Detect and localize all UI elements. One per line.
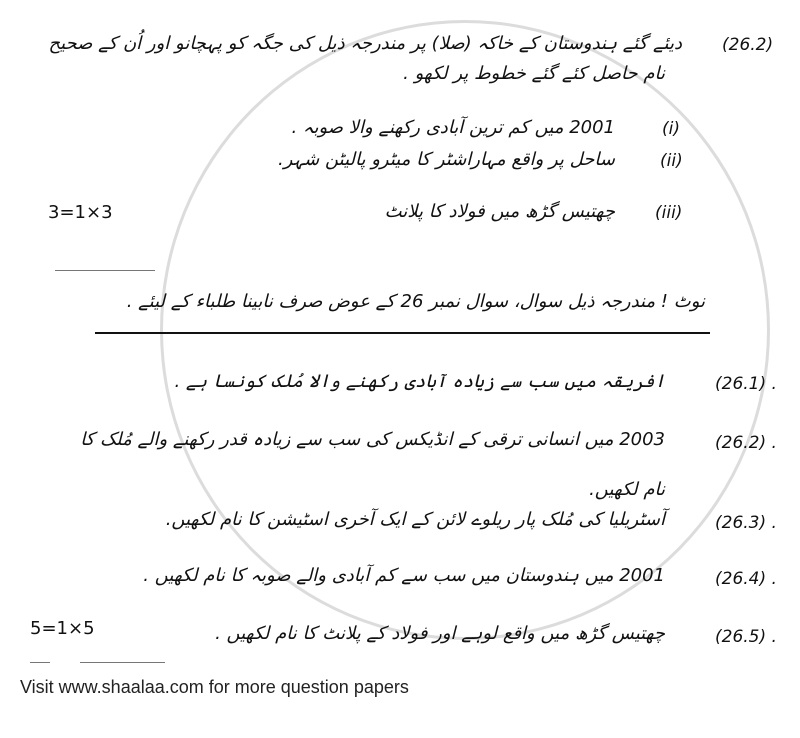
item-label: (i) xyxy=(662,119,680,139)
marks: 5=1×5 xyxy=(30,618,95,639)
watermark-circle xyxy=(160,20,770,640)
divider xyxy=(55,270,155,271)
divider xyxy=(80,662,165,663)
item-text: ساحل پر واقع مہاراشٹر کا میٹرو پالیٹن شہر. xyxy=(277,149,615,170)
item-text: 2001 میں کم ترین آبادی رکھنے والا صوبہ . xyxy=(291,117,615,138)
question-number: (26.2) xyxy=(722,35,774,55)
question-number: (26.4) . xyxy=(715,569,777,589)
question-number: (26.3) . xyxy=(715,513,777,533)
note-underline xyxy=(95,332,710,334)
question-text: نام لکھیں. xyxy=(589,479,665,500)
divider xyxy=(30,662,50,663)
question-text: افریقہ میں سب سے زیادہ آبادی رکھنے والا مُلک کونسا ہے . xyxy=(174,371,665,392)
question-text: دیئے گئے ہندوستان کے خاکہ (صلا) پر مندرجہ ذیل کی جگہ کو پہچانو اور اُن کے صحیح xyxy=(48,33,682,54)
question-text: آسٹریلیا کی مُلک پار ریلوے لائن کے ایک آخری اسٹیشن کا نام لکھیں. xyxy=(165,509,665,530)
item-text: چھتیس گڑھ میں فولاد کا پلانٹ xyxy=(384,201,615,222)
question-number: (26.2) . xyxy=(715,433,777,453)
note-text: نوٹ ! مندرجہ ذیل سوال، سوال نمبر 26 کے عوض صرف نابینا طلباء کے لیئے . xyxy=(126,291,705,312)
marks: 3=1×3 xyxy=(48,202,113,223)
question-text: 2001 میں ہندوستان میں سب سے کم آبادی والے صوبہ کا نام لکھیں . xyxy=(143,565,665,586)
item-label: (ii) xyxy=(660,151,683,171)
question-number: (26.5) . xyxy=(715,627,777,647)
question-text: نام حاصل کئے گئے خطوط پر لکھو . xyxy=(403,63,665,84)
question-number: (26.1) . xyxy=(715,374,777,394)
question-text: چھتیس گڑھ میں واقع لوہے اور فولاد کے پلانٹ کا نام لکھیں . xyxy=(215,623,665,644)
item-label: (iii) xyxy=(655,203,683,223)
question-text: 2003 میں انسانی ترقی کے انڈیکس کی سب سے زیادہ قدر رکھنے والے مُلک کا xyxy=(80,429,665,450)
footer-text: Visit www.shaalaa.com for more question papers xyxy=(20,677,409,697)
